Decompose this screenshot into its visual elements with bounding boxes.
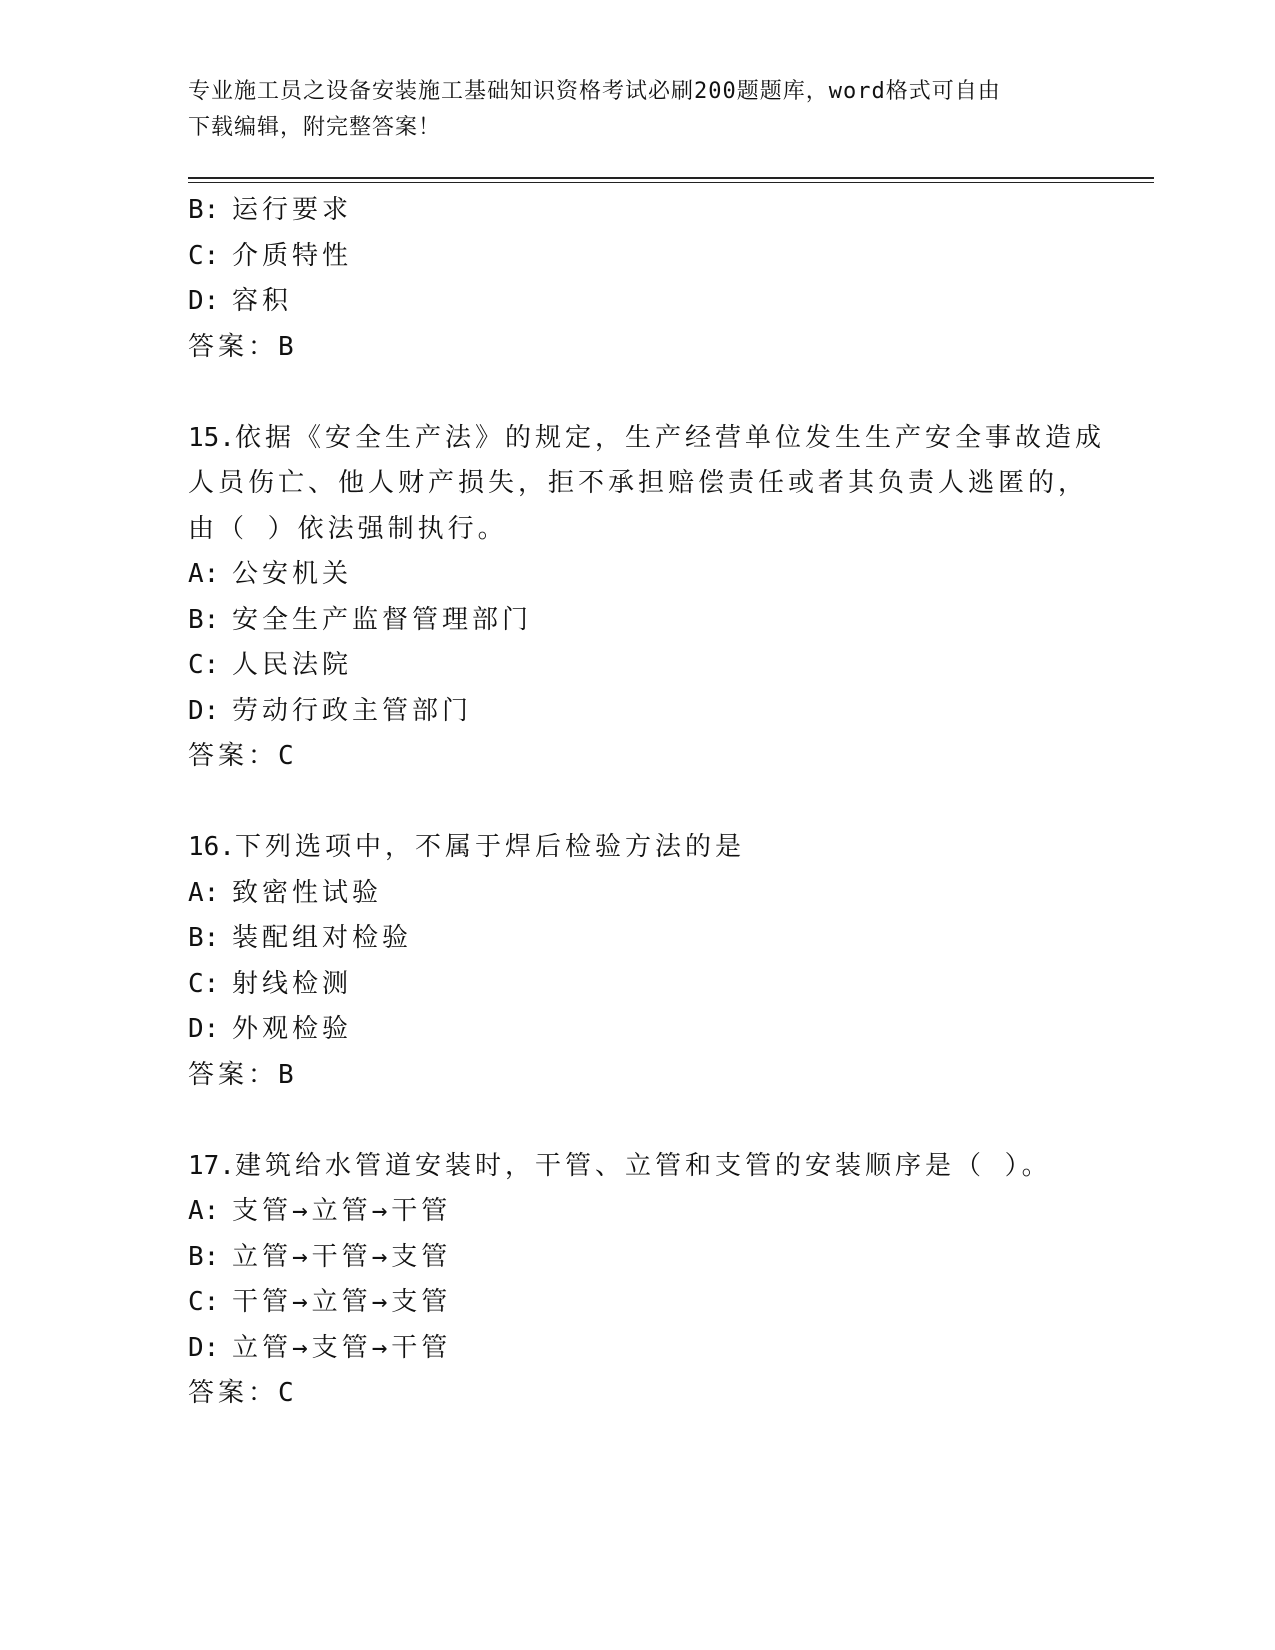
answer: 答案：B — [188, 1059, 298, 1090]
option-c: C: 人民法院 — [188, 650, 353, 680]
option-c: C: 射线检测 — [188, 968, 353, 999]
header-divider-thin — [188, 182, 1154, 183]
header-line-1: 专业施工员之设备安装施工基础知识资格考试必刷200题题库，word格式可自由 — [188, 79, 1001, 104]
option-d: D: 容积 — [188, 286, 293, 316]
header-line-2: 下载编辑，附完整答案！ — [188, 115, 442, 140]
question-content — [188, 188, 1118, 1417]
option-b: B: 装配组对检验 — [188, 923, 413, 953]
spacer — [188, 780, 1118, 826]
option-d: D: 外观检验 — [188, 1014, 353, 1044]
question-15 — [188, 416, 1118, 780]
header-divider-thick — [188, 177, 1154, 179]
document-header — [188, 74, 1088, 146]
answer: 答案：C — [188, 1378, 298, 1408]
option-b: B: 立管→干管→支管 — [188, 1241, 452, 1272]
partial-question — [188, 188, 1118, 370]
option-a: A: 致密性试验 — [188, 877, 383, 908]
option-d: D: 劳动行政主管部门 — [188, 695, 473, 726]
option-b: B: 安全生产监督管理部门 — [188, 604, 533, 635]
option-c: C: 介质特性 — [188, 240, 353, 271]
question-stem: 17.建筑给水管道安装时，干管、立管和支管的安装顺序是（ ）。 — [188, 1150, 1052, 1181]
question-16 — [188, 825, 1118, 1098]
answer: 答案：B — [188, 331, 298, 362]
option-c: C: 干管→立管→支管 — [188, 1287, 452, 1317]
question-number: 15. — [188, 422, 235, 453]
question-stem: 16.下列选项中，不属于焊后检验方法的是 — [188, 832, 745, 862]
question-number: 17. — [188, 1150, 235, 1181]
question-stem-line: 人员伤亡、他人财产损失，拒不承担赔偿责任或者其负责人逃匿的， — [188, 468, 1089, 498]
option-d: D: 立管→支管→干管 — [188, 1332, 452, 1363]
spacer — [188, 1098, 1118, 1144]
option-a: A: 公安机关 — [188, 559, 353, 589]
answer: 答案：C — [188, 741, 298, 771]
question-17 — [188, 1144, 1118, 1417]
question-number: 16. — [188, 832, 235, 862]
option-b: B: 运行要求 — [188, 195, 353, 225]
question-stem-line: 由（ ）依法强制执行。 — [188, 513, 508, 544]
option-a: A: 支管→立管→干管 — [188, 1196, 452, 1226]
question-stem: 15.依据《安全生产法》的规定，生产经营单位发生生产安全事故造成 — [188, 422, 1105, 453]
spacer — [188, 370, 1118, 416]
